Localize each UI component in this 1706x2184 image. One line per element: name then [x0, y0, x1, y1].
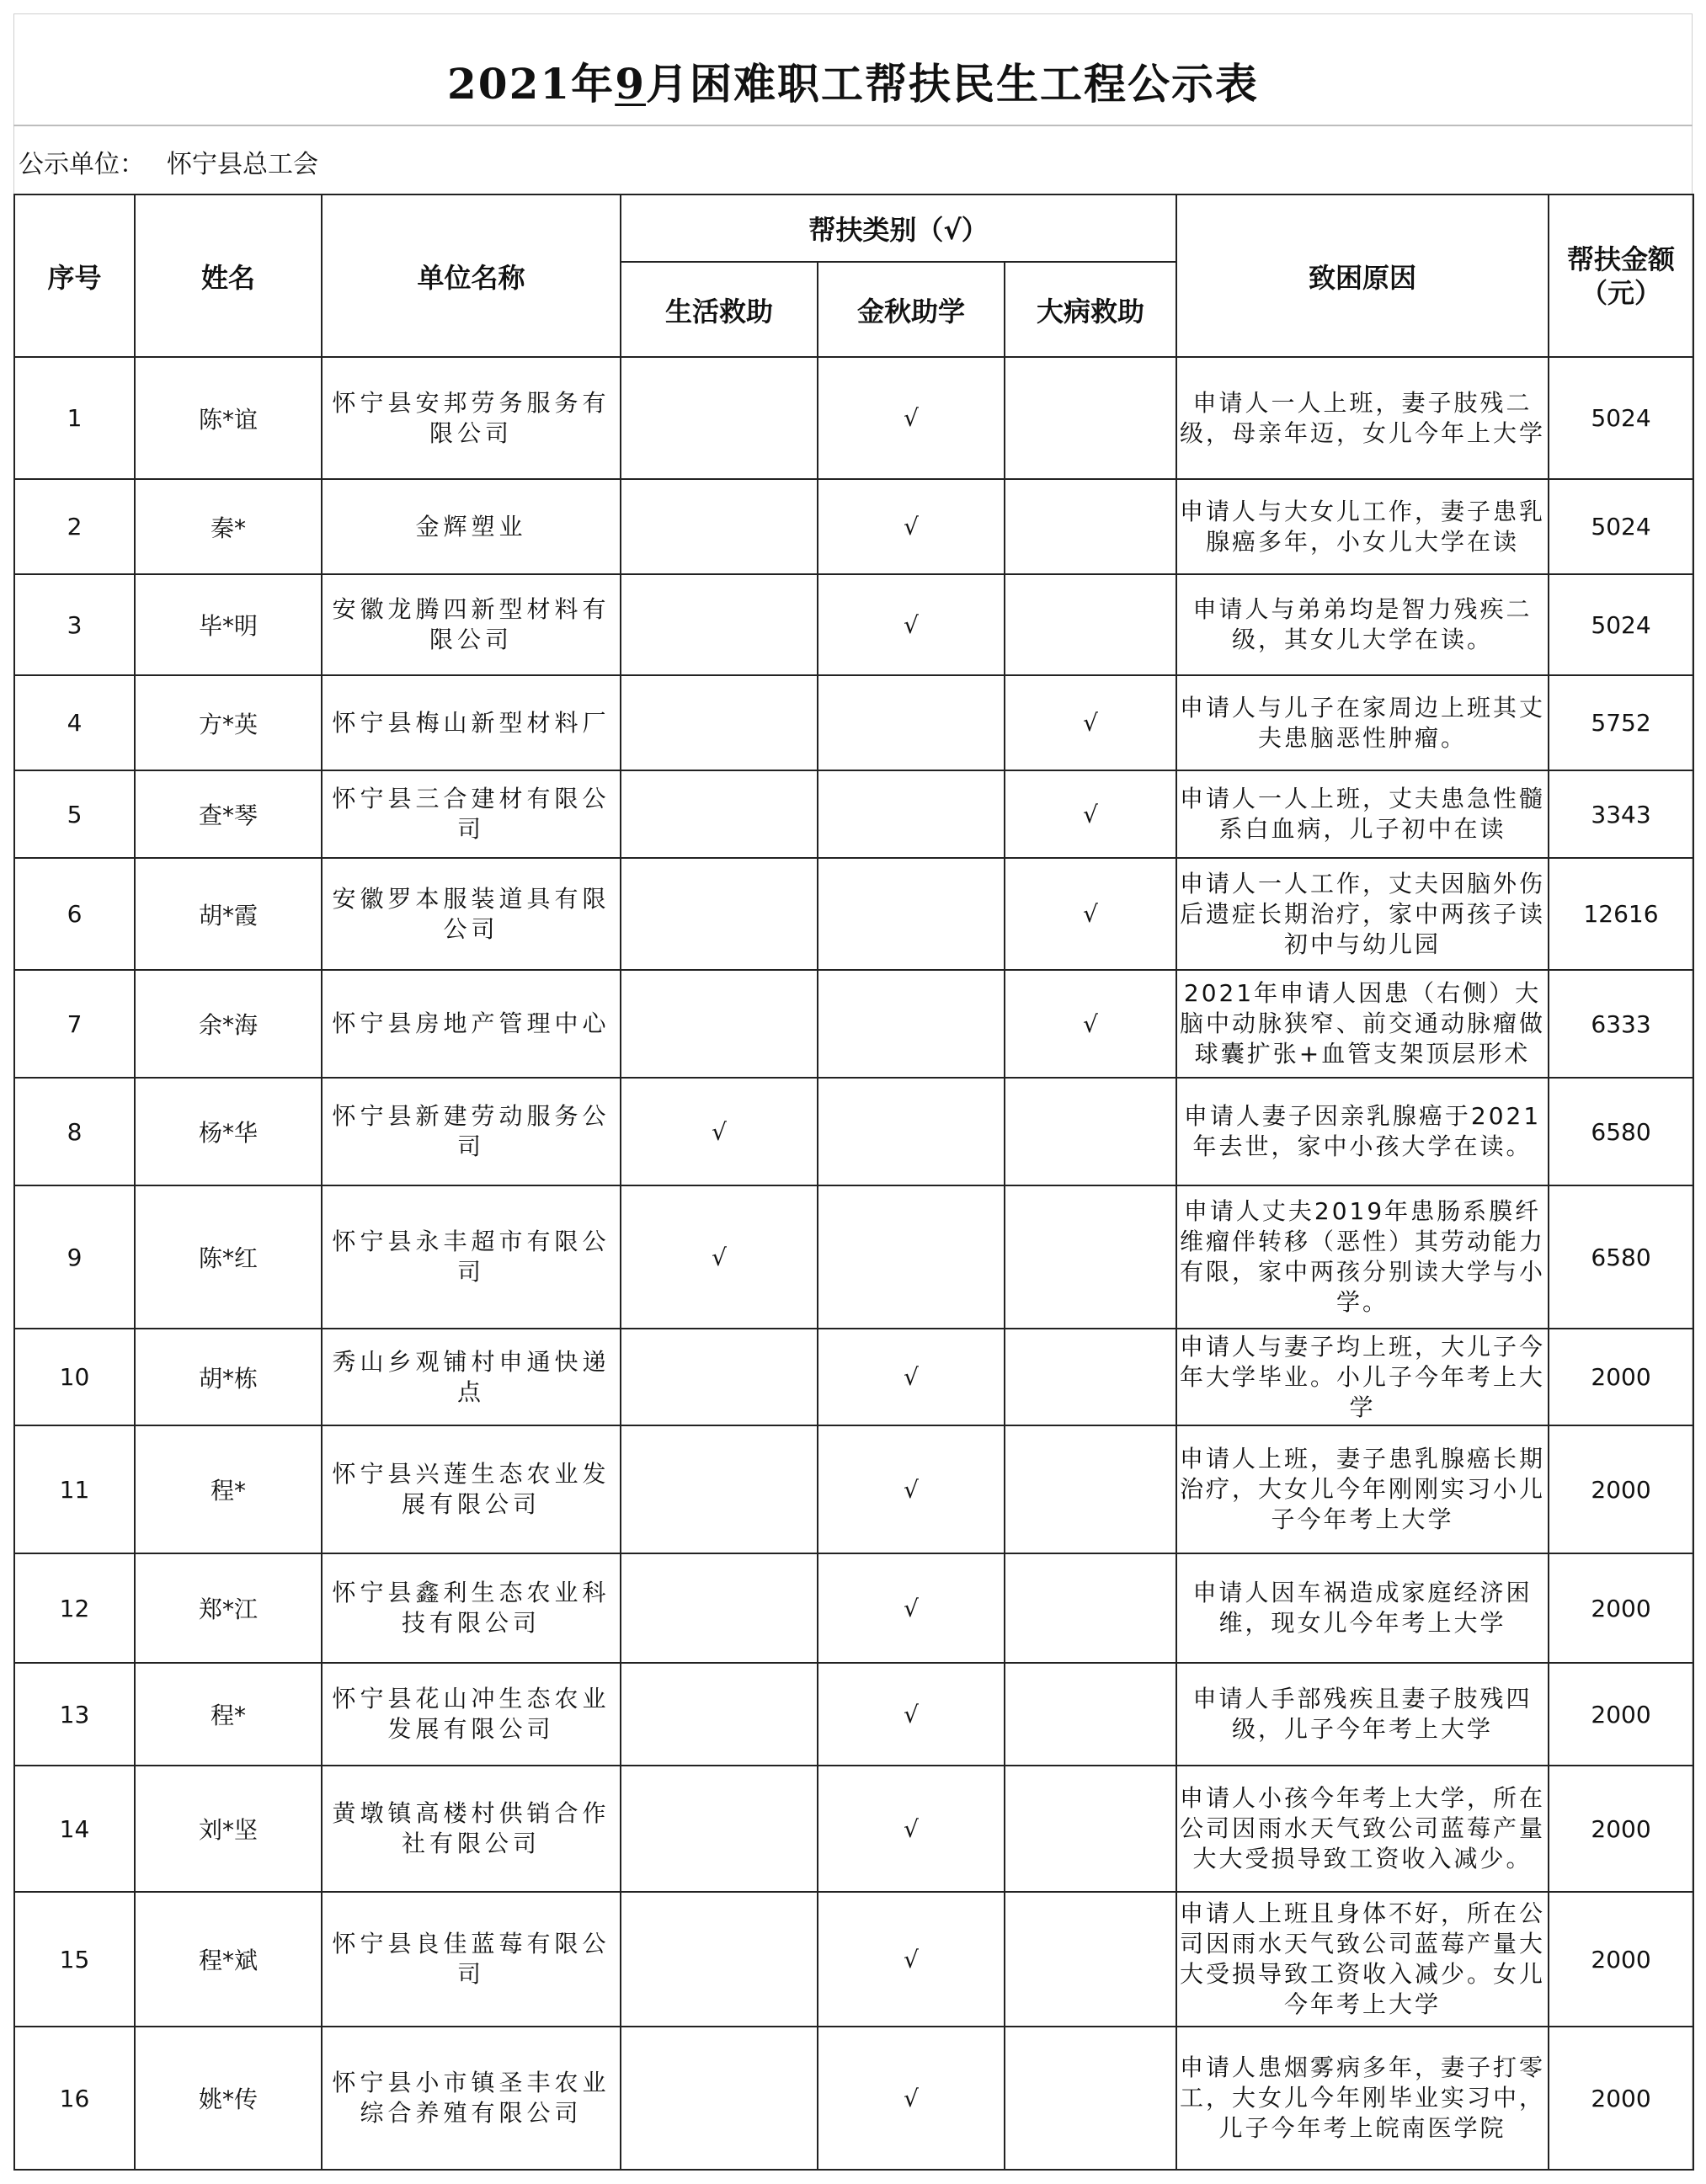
row-seq: 13: [14, 1663, 135, 1766]
row-check-illness: [1005, 357, 1176, 479]
row-name: 毕*明: [135, 574, 322, 675]
row-reason: 申请人手部残疾且妻子肢残四级，儿子今年考上大学: [1176, 1663, 1549, 1766]
row-name: 胡*栋: [135, 1329, 322, 1425]
table-row: [14, 479, 1693, 574]
row-amount: 2000: [1549, 1892, 1693, 2027]
row-name: 方*英: [135, 675, 322, 770]
table-body: [14, 357, 1693, 2170]
row-amount: 2000: [1549, 1553, 1693, 1663]
check-mark-icon: √: [712, 1243, 727, 1271]
title-box: [13, 13, 1693, 126]
row-amount: 5024: [1549, 479, 1693, 574]
row-check-illness: [1005, 858, 1176, 970]
table-row: [14, 1078, 1693, 1185]
row-check-living: [621, 675, 818, 770]
row-check-living: [621, 970, 818, 1078]
row-check-living: [621, 1185, 818, 1329]
row-reason: 申请人与儿子在家周边上班其丈夫患脑恶性肿瘤。: [1176, 675, 1549, 770]
row-check-illness: [1005, 1663, 1176, 1766]
title-year: 2021年: [447, 59, 616, 109]
row-seq: 14: [14, 1766, 135, 1892]
row-unit: 怀宁县房地产管理中心: [322, 970, 621, 1078]
table-row: [14, 675, 1693, 770]
row-unit: 怀宁县梅山新型材料厂: [322, 675, 621, 770]
row-unit: 安徽罗本服装道具有限公司: [322, 858, 621, 970]
row-name: 刘*坚: [135, 1766, 322, 1892]
check-mark-icon: √: [904, 1945, 919, 1974]
table-row: [14, 1892, 1693, 2027]
row-check-study: [818, 1425, 1005, 1553]
row-check-illness: [1005, 1892, 1176, 2027]
table-row: [14, 1553, 1693, 1663]
table-row: [14, 357, 1693, 479]
publisher-value: 怀宁县总工会: [167, 150, 318, 179]
header-study-aid: 金秋助学: [818, 262, 1005, 357]
row-check-illness: [1005, 1425, 1176, 1553]
row-unit: 怀宁县兴莲生态农业发展有限公司: [322, 1425, 621, 1553]
row-name: 陈*谊: [135, 357, 322, 479]
row-check-illness: [1005, 970, 1176, 1078]
row-check-living: [621, 1766, 818, 1892]
row-amount: 3343: [1549, 770, 1693, 858]
row-unit: 怀宁县三合建材有限公司: [322, 770, 621, 858]
row-check-study: [818, 357, 1005, 479]
row-name: 秦*: [135, 479, 322, 574]
row-amount: 2000: [1549, 1663, 1693, 1766]
row-amount: 5024: [1549, 574, 1693, 675]
row-check-illness: [1005, 770, 1176, 858]
row-reason: 申请人与妻子均上班，大儿子今年大学毕业。小儿子今年考上大学: [1176, 1329, 1549, 1425]
check-mark-icon: √: [1083, 900, 1098, 928]
row-amount: 6580: [1549, 1185, 1693, 1329]
row-check-study: [818, 858, 1005, 970]
row-name: 姚*传: [135, 2027, 322, 2170]
row-amount: 5024: [1549, 357, 1693, 479]
publisher-label: 公示单位：: [19, 150, 145, 179]
row-check-illness: [1005, 1329, 1176, 1425]
row-seq: 3: [14, 574, 135, 675]
check-mark-icon: √: [904, 1475, 919, 1504]
row-unit: 怀宁县小市镇圣丰农业综合养殖有限公司: [322, 2027, 621, 2170]
row-seq: 5: [14, 770, 135, 858]
table-row: [14, 1425, 1693, 1553]
row-check-illness: [1005, 1553, 1176, 1663]
header-living-aid: 生活救助: [621, 262, 818, 357]
row-amount: 5752: [1549, 675, 1693, 770]
row-reason: 申请人因车祸造成家庭经济困维，现女儿今年考上大学: [1176, 1553, 1549, 1663]
row-name: 胡*霞: [135, 858, 322, 970]
table-row: [14, 574, 1693, 675]
row-seq: 8: [14, 1078, 135, 1185]
row-seq: 2: [14, 479, 135, 574]
row-unit: 怀宁县鑫利生态农业科技有限公司: [322, 1553, 621, 1663]
row-check-living: [621, 858, 818, 970]
row-seq: 4: [14, 675, 135, 770]
row-unit: 安徽龙腾四新型材料有限公司: [322, 574, 621, 675]
row-amount: 2000: [1549, 2027, 1693, 2170]
row-reason: 申请人与大女儿工作，妻子患乳腺癌多年，小女儿大学在读: [1176, 479, 1549, 574]
row-amount: 6580: [1549, 1078, 1693, 1185]
row-check-study: [818, 1078, 1005, 1185]
row-name: 查*琴: [135, 770, 322, 858]
row-seq: 12: [14, 1553, 135, 1663]
check-mark-icon: √: [904, 610, 919, 639]
row-reason: 申请人上班，妻子患乳腺癌长期治疗，大女儿今年刚刚实习小儿子今年考上大学: [1176, 1425, 1549, 1553]
row-check-illness: [1005, 675, 1176, 770]
row-check-living: [621, 479, 818, 574]
header-unit: 单位名称: [322, 194, 621, 357]
header-name: 姓名: [135, 194, 322, 357]
table-row: [14, 2027, 1693, 2170]
check-mark-icon: √: [904, 1814, 919, 1843]
row-check-study: [818, 970, 1005, 1078]
row-unit: 怀宁县永丰超市有限公司: [322, 1185, 621, 1329]
row-check-living: [621, 1078, 818, 1185]
row-check-living: [621, 770, 818, 858]
row-amount: 6333: [1549, 970, 1693, 1078]
title-text: 月困难职工帮扶民生工程公示表: [645, 59, 1259, 109]
row-check-study: [818, 770, 1005, 858]
row-check-illness: [1005, 479, 1176, 574]
table-row: [14, 1663, 1693, 1766]
table-row: [14, 1329, 1693, 1425]
header-reason: 致困原因: [1176, 194, 1549, 357]
row-seq: 15: [14, 1892, 135, 2027]
row-name: 程*: [135, 1425, 322, 1553]
row-amount: 2000: [1549, 1329, 1693, 1425]
row-check-living: [621, 1892, 818, 2027]
row-name: 杨*华: [135, 1078, 322, 1185]
check-mark-icon: √: [712, 1117, 727, 1146]
row-check-living: [621, 1553, 818, 1663]
row-seq: 9: [14, 1185, 135, 1329]
row-reason: 申请人上班且身体不好，所在公司因雨水天气致公司蓝莓产量大大受损导致工资收入减少。女儿今年考上大学: [1176, 1892, 1549, 2027]
check-mark-icon: √: [1083, 800, 1098, 828]
row-name: 郑*江: [135, 1553, 322, 1663]
table-row: [14, 1185, 1693, 1329]
aid-table: [13, 194, 1694, 2171]
row-check-living: [621, 1425, 818, 1553]
check-mark-icon: √: [1083, 1009, 1098, 1038]
row-check-study: [818, 479, 1005, 574]
row-amount: 2000: [1549, 1766, 1693, 1892]
row-check-study: [818, 574, 1005, 675]
row-seq: 16: [14, 2027, 135, 2170]
table-row: [14, 1766, 1693, 1892]
row-seq: 1: [14, 357, 135, 479]
row-amount: 2000: [1549, 1425, 1693, 1553]
row-reason: 申请人与弟弟均是智力残疾二级，其女儿大学在读。: [1176, 574, 1549, 675]
row-reason: 申请人患烟雾病多年，妻子打零工，大女儿今年刚毕业实习中，儿子今年考上皖南医学院: [1176, 2027, 1549, 2170]
header-seq: 序号: [14, 194, 135, 357]
row-seq: 11: [14, 1425, 135, 1553]
row-amount: 12616: [1549, 858, 1693, 970]
row-seq: 7: [14, 970, 135, 1078]
header-amount: 帮扶金额（元）: [1549, 194, 1693, 357]
row-check-study: [818, 1185, 1005, 1329]
row-check-living: [621, 357, 818, 479]
row-check-living: [621, 1663, 818, 1766]
table-row: [14, 970, 1693, 1078]
row-check-study: [818, 1892, 1005, 2027]
row-unit: 秀山乡观铺村申通快递点: [322, 1329, 621, 1425]
row-check-living: [621, 574, 818, 675]
row-reason: 申请人小孩今年考上大学，所在公司因雨水天气致公司蓝莓产量大大受损导致工资收入减少。: [1176, 1766, 1549, 1892]
row-check-illness: [1005, 2027, 1176, 2170]
header-category: 帮扶类别（√）: [621, 194, 1176, 262]
row-check-study: [818, 1553, 1005, 1663]
publisher-line: [19, 143, 318, 180]
row-check-study: [818, 1766, 1005, 1892]
row-check-illness: [1005, 574, 1176, 675]
check-mark-icon: √: [904, 513, 919, 541]
row-check-living: [621, 1329, 818, 1425]
row-seq: 10: [14, 1329, 135, 1425]
check-mark-icon: √: [904, 404, 919, 432]
check-mark-icon: √: [904, 2084, 919, 2112]
row-unit: 金辉塑业: [322, 479, 621, 574]
row-reason: 申请人丈夫2019年患肠系膜纤维瘤伴转移（恶性）其劳动能力有限，家中两孩分别读大学与小学。: [1176, 1185, 1549, 1329]
row-name: 余*海: [135, 970, 322, 1078]
row-check-study: [818, 2027, 1005, 2170]
check-mark-icon: √: [904, 1700, 919, 1729]
row-reason: 申请人一人工作，丈夫因脑外伤后遗症长期治疗，家中两孩子读初中与幼儿园: [1176, 858, 1549, 970]
row-reason: 2021年申请人因患（右侧）大脑中动脉狭窄、前交通动脉瘤做球囊扩张+血管支架顶层形术: [1176, 970, 1549, 1078]
table-row: [14, 858, 1693, 970]
row-check-illness: [1005, 1185, 1176, 1329]
row-name: 程*: [135, 1663, 322, 1766]
row-check-illness: [1005, 1078, 1176, 1185]
row-name: 陈*红: [135, 1185, 322, 1329]
row-name: 程*斌: [135, 1892, 322, 2027]
check-mark-icon: √: [904, 1594, 919, 1622]
row-check-study: [818, 1329, 1005, 1425]
row-unit: 怀宁县良佳蓝莓有限公司: [322, 1892, 621, 2027]
row-reason: 申请人一人上班，丈夫患急性髓系白血病，儿子初中在读: [1176, 770, 1549, 858]
row-reason: 申请人一人上班，妻子肢残二级，母亲年迈，女儿今年上大学: [1176, 357, 1549, 479]
title-month: 9: [615, 59, 646, 109]
page-title: [13, 51, 1693, 111]
row-check-living: [621, 2027, 818, 2170]
check-mark-icon: √: [904, 1363, 919, 1391]
row-reason: 申请人妻子因亲乳腺癌于2021年去世，家中小孩大学在读。: [1176, 1078, 1549, 1185]
row-unit: 怀宁县花山冲生态农业发展有限公司: [322, 1663, 621, 1766]
row-unit: 怀宁县新建劳动服务公司: [322, 1078, 621, 1185]
row-unit: 怀宁县安邦劳务服务有限公司: [322, 357, 621, 479]
check-mark-icon: √: [1083, 709, 1098, 737]
row-check-study: [818, 675, 1005, 770]
row-check-study: [818, 1663, 1005, 1766]
row-unit: 黄墩镇高楼村供销合作社有限公司: [322, 1766, 621, 1892]
row-check-illness: [1005, 1766, 1176, 1892]
table-row: [14, 770, 1693, 858]
header-illness-aid: 大病救助: [1005, 262, 1176, 357]
row-seq: 6: [14, 858, 135, 970]
